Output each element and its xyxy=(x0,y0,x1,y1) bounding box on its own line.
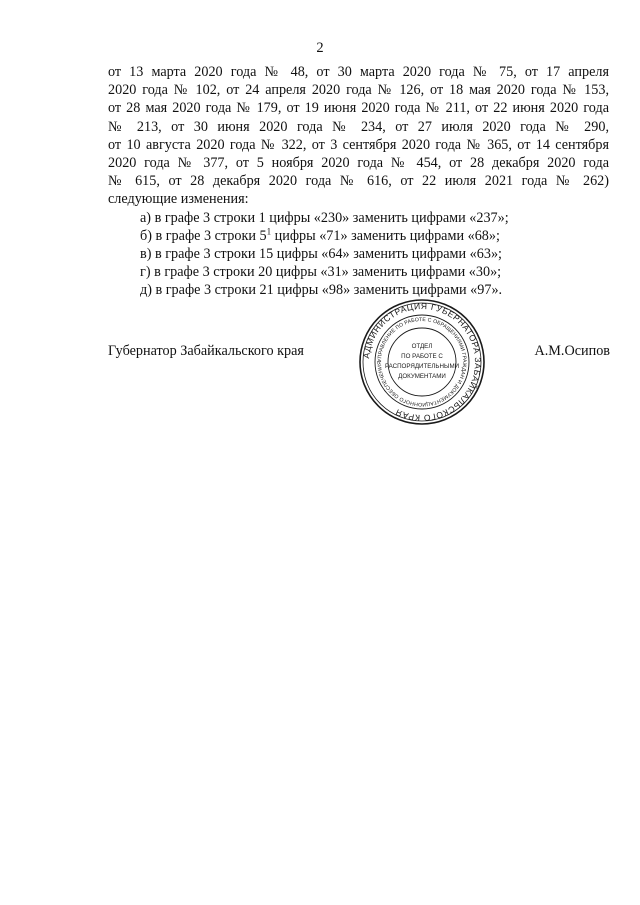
body-line: от 10 августа 2020 года № 322, от 3 сентября 2020 года № 365, от 14 сентября xyxy=(108,136,609,153)
body-line: 2020 года № 377, от 5 ноября 2020 года № 454, от 28 декабря 2020 года xyxy=(108,154,609,171)
change-item-d: д) в графе 3 строки 21 цифры «98» заменить цифрами «97». xyxy=(140,282,503,299)
body-line: от 28 мая 2020 года № 179, от 19 июня 2020 года № 211, от 22 июня 2020 года xyxy=(108,100,609,117)
superscript: 1 xyxy=(266,225,272,236)
signer-title: Губернатор Забайкальского края xyxy=(108,343,304,359)
stamp-seal xyxy=(356,298,488,426)
stamp-center-line: РАСПОРЯДИТЕЛЬНЫМИ xyxy=(384,363,460,370)
svg-text:УПРАВЛЕНИЕ ПО РАБОТЕ С ОБРАЩЕН xyxy=(377,317,467,407)
change-item-b-rest: цифры «71» заменить цифрами «68»; xyxy=(271,227,500,244)
stamp-center-line: ПО РАБОТЕ С xyxy=(401,353,443,360)
stamp-outer-text: АДМИНИСТРАЦИЯ ГУБЕРНАТОРА ЗАБАЙКАЛЬСКОГО КРАЯ xyxy=(361,300,484,424)
change-item-g: г) в графе 3 строки 20 цифры «31» заменить цифрами «30»; xyxy=(140,264,502,281)
change-item-b-text: б) в графе 3 строки 5 xyxy=(140,227,267,244)
page-number: 2 xyxy=(316,40,324,56)
official-stamp xyxy=(356,298,488,426)
body-line: № 615, от 28 декабря 2020 года № 616, от 22 июля 2021 года № 262) xyxy=(108,173,609,190)
body-line: № 213, от 30 июня 2020 года № 234, от 27 июля 2020 года № 290, xyxy=(108,118,609,135)
change-item-b xyxy=(108,227,609,245)
stamp-center-line: ДОКУМЕНТАМИ xyxy=(398,373,446,380)
body-line: от 13 марта 2020 года № 48, от 30 марта 2020 года № 75, от 17 апреля xyxy=(108,64,609,80)
stamp-inner-text: УПРАВЛЕНИЕ ПО РАБОТЕ С ОБРАЩЕНИЯМИ ГРАЖДАН И ДОКУМЕНТАЦИОННОГО ОБЕСПЕЧЕНИЯ xyxy=(376,316,468,408)
document-body xyxy=(108,63,609,299)
stamp-center-line: ОТДЕЛ xyxy=(411,343,433,350)
signer-name: А.М.Осипов xyxy=(534,343,610,359)
change-item-a: а) в графе 3 строки 1 цифры «230» заменить цифрами «237»; xyxy=(140,209,509,226)
stamp-middle-ring xyxy=(375,315,469,409)
body-line: следующие изменения: xyxy=(108,191,249,208)
stamp-inner-ring xyxy=(388,328,456,396)
change-item-v: в) в графе 3 строки 15 цифры «64» заменить цифрами «63»; xyxy=(140,245,502,262)
body-line: 2020 года № 102, от 24 апреля 2020 года № 126, от 18 мая 2020 года № 153, xyxy=(108,82,609,99)
